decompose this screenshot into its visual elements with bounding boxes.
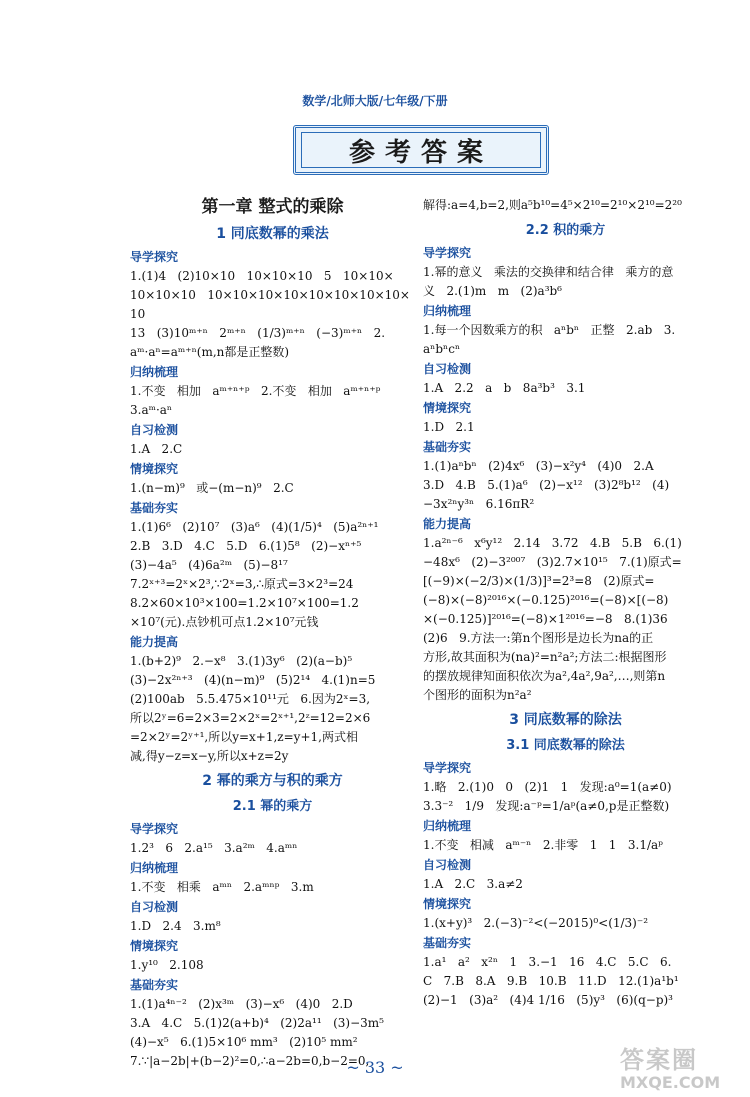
answer-line: C 7.B 8.A 9.B 10.B 11.D 12.(1)a¹b¹	[423, 974, 679, 988]
answer-category-label: 能力提高	[423, 517, 472, 531]
page-title-box	[293, 125, 549, 175]
answer-line: 所以2ʸ=6=2×3=2×2ˣ=2ˣ⁺¹,2ᶻ=12=2×6	[130, 711, 371, 725]
answer-category-label: 归纳梳理	[130, 365, 179, 379]
section-title: 1 同底数幂的乘法	[216, 226, 329, 242]
answer-category-label: 情境探究	[130, 462, 179, 476]
answer-line: −3x²ⁿy³ⁿ 6.16πR²	[423, 497, 535, 511]
answer-line: 10×10×10 10×10×10×10×10×10×10×10×10	[130, 288, 410, 321]
answer-line: 8.2×60×10³×100=1.2×10⁷×100=1.2	[130, 596, 359, 610]
answer-category-label: 导学探究	[423, 246, 472, 260]
answer-category-label: 自习检测	[423, 858, 472, 872]
answer-line: 3.A 4.C 5.(1)2(a+b)⁴ (2)2a¹¹ (3)−3m⁵	[130, 1016, 384, 1030]
watermark-logo	[620, 1040, 740, 1092]
answer-line: (3)−2x²ⁿ⁺³ (4)(n−m)⁹ (5)2¹⁴ 4.(1)n=5	[130, 673, 376, 687]
section22-body	[423, 244, 708, 705]
answer-line: 1.A 2.C	[130, 442, 183, 456]
answer-line: (2)100ab 5.5.475×10¹¹元 6.因为2ˣ=3,	[130, 692, 371, 706]
answer-line: 1.D 2.4 3.m⁸	[130, 919, 221, 933]
answer-line: 7.∵|a−2b|+(b−2)²=0,∴a−2b=0,b−2=0,	[130, 1054, 370, 1068]
answer-line: ×10⁷(元).点钞机可点1.2×10⁷元钱	[130, 615, 319, 629]
answer-line: ×(−0.125)]²⁰¹⁶=(−8)×1²⁰¹⁶=−8 8.(1)36	[423, 612, 668, 626]
answer-line: (−8)×(−8)²⁰¹⁶×(−0.125)²⁰¹⁶=(−8)×[(−8)	[423, 593, 669, 607]
answer-line: 1.不变 相乘 aᵐⁿ 2.aᵐⁿᵖ 3.m	[130, 880, 314, 894]
answer-category-label: 基础夯实	[423, 936, 472, 950]
answer-category-label: 归纳梳理	[423, 819, 472, 833]
subsection-title: 2.2 积的乘方	[525, 223, 606, 238]
answer-line: (2)−1 (3)a² (4)4 1/16 (5)y³ (6)(q−p)³	[423, 993, 673, 1007]
section1-body	[130, 248, 415, 766]
answer-category-label: 基础夯实	[423, 440, 472, 454]
answer-category-label: 自习检测	[130, 423, 179, 437]
answer-category-label: 导学探究	[130, 822, 179, 836]
answer-category-label: 自习检测	[130, 900, 179, 914]
answer-line: 方形,故其面积为(na)²=n²a²;方法二:根据图形	[423, 650, 667, 664]
answer-line: 1.每一个因数乘方的积 aⁿbⁿ 正整 2.ab 3.	[423, 323, 676, 337]
section-title: 2 幂的乘方与积的乘方	[202, 773, 343, 789]
answer-line: 1.(1)4 (2)10×10 10×10×10 5 10×10×	[130, 269, 394, 283]
answer-line: 1.(1)6⁶ (2)10⁷ (3)a⁶ (4)(1/5)⁴ (5)a²ⁿ⁺¹	[130, 520, 379, 534]
answer-line: 义 2.(1)m m (2)a³b⁶	[423, 284, 562, 298]
answer-category-label: 导学探究	[130, 250, 179, 264]
chapter-title: 第一章 整式的乘除	[201, 197, 344, 217]
answer-category-label: 情境探究	[423, 401, 472, 415]
page-title: 参考答案	[301, 132, 541, 168]
answer-category-label: 情境探究	[130, 939, 179, 953]
section2-body	[130, 820, 415, 1071]
answer-line: 1.(1)aⁿbⁿ (2)4x⁶ (3)−x²y⁴ (4)0 2.A	[423, 459, 654, 473]
answer-line: =2×2ʸ=2ʸ⁺¹,所以y=x+1,z=y+1,两式相	[130, 730, 358, 744]
answer-line: aᵐ·aⁿ=aᵐ⁺ⁿ(m,n都是正整数)	[130, 345, 290, 359]
answer-line: 3.aᵐ·aⁿ	[130, 403, 173, 417]
intro-text	[423, 196, 708, 215]
answer-line: 1.D 2.1	[423, 420, 475, 434]
answer-line: aⁿbⁿcⁿ	[423, 342, 461, 356]
answer-line: 个图形的面积为n²a²	[423, 688, 532, 702]
answer-line: (3)−4a⁵ (4)6a²ᵐ (5)−8¹⁷	[130, 558, 288, 572]
answer-line: 1.(n−m)⁹ 或−(m−n)⁹ 2.C	[130, 481, 294, 495]
watermark-url: MXQE.COM	[620, 1073, 721, 1092]
answer-line: [(−9)×(−2/3)×(1/3)]³=2³=8 (2)原式=	[423, 574, 655, 588]
section-title: 3 同底数幂的除法	[509, 712, 622, 728]
answer-line: 3.D 4.B 5.(1)a⁶ (2)−x¹² (3)2⁸b¹² (4)	[423, 478, 670, 492]
answer-line: 1.幂的意义 乘法的交换律和结合律 乘方的意	[423, 265, 674, 279]
answer-line: 7.2ˣ⁺³=2ˣ×2³,∵2ˣ=3,∴原式=3×2³=24	[130, 577, 354, 591]
answer-line: 3.3⁻² 1/9 发现:a⁻ᵖ=1/aᵖ(a≠0,p是正整数)	[423, 799, 670, 813]
answer-line: 1.a²ⁿ⁻⁶ x⁶y¹² 2.14 3.72 4.B 5.B 6.(1)	[423, 536, 682, 550]
answer-line: 1.A 2.C 3.a≠2	[423, 877, 523, 891]
answer-line: 减,得y−z=x−y,所以x+z=2y	[130, 749, 289, 763]
answer-line: 1.A 2.2 a b 8a³b³ 3.1	[423, 381, 586, 395]
answer-category-label: 归纳梳理	[130, 861, 179, 875]
answer-line: 1.(x+y)³ 2.(−3)⁻²<(−2015)⁰<(1/3)⁻²	[423, 916, 649, 930]
answer-line: 1.2³ 6 2.a¹⁵ 3.a²ᵐ 4.aᵐⁿ	[130, 841, 298, 855]
answer-line: 1.y¹⁰ 2.108	[130, 958, 204, 972]
answer-category-label: 基础夯实	[130, 978, 179, 992]
answer-line: 13 (3)10ᵐ⁺ⁿ 2ᵐ⁺ⁿ (1/3)ᵐ⁺ⁿ (−3)ᵐ⁺ⁿ 2.	[130, 326, 386, 340]
answer-line: 的摆放规律知面积依次为a²,4a²,9a²,…,则第n	[423, 669, 666, 683]
answer-line: (4)−x⁵ 6.(1)5×10⁶ mm³ (2)10⁵ mm²	[130, 1035, 358, 1049]
book-subtitle: 数学/北师大版/七年级/下册	[302, 94, 448, 108]
answer-line: 1.(b+2)⁹ 2.−x⁸ 3.(1)3y⁶ (2)(a−b)⁵	[130, 654, 353, 668]
answer-category-label: 能力提高	[130, 635, 179, 649]
right-column	[423, 196, 708, 1010]
answer-category-label: 归纳梳理	[423, 304, 472, 318]
answer-line: −48x⁶ (2)−3²⁰⁰⁷ (3)2.7×10¹⁵ 7.(1)原式=	[423, 555, 682, 569]
answer-line: (2)6 9.方法一:第n个图形是边长为na的正	[423, 631, 654, 645]
answer-category-label: 自习检测	[423, 362, 472, 376]
subsection-title: 3.1 同底数幂的除法	[506, 738, 625, 753]
answer-category-label: 导学探究	[423, 761, 472, 775]
answer-line: 1.略 2.(1)0 0 (2)1 1 发现:a⁰=1(a≠0)	[423, 780, 672, 794]
watermark-logo-text: 答案圈	[620, 1046, 698, 1074]
left-column	[130, 196, 415, 1071]
section3-body	[423, 759, 708, 1010]
page-number: ~ 33 ~	[346, 1058, 404, 1077]
subsection-title: 2.1 幂的乘方	[232, 799, 313, 814]
answer-line: 2.B 3.D 4.C 5.D 6.(1)5⁸ (2)−xⁿ⁺⁵	[130, 539, 362, 553]
answer-category-label: 情境探究	[423, 897, 472, 911]
answer-line: 1.不变 相加 aᵐ⁺ⁿ⁺ᵖ 2.不变 相加 aᵐ⁺ⁿ⁺ᵖ	[130, 384, 381, 398]
answer-category-label: 基础夯实	[130, 501, 179, 515]
answer-line: 1.a¹ a² x²ⁿ 1 3.−1 16 4.C 5.C 6.	[423, 955, 672, 969]
answer-line: 1.(1)a⁴ⁿ⁻² (2)x³ᵐ (3)−x⁶ (4)0 2.D	[130, 997, 353, 1011]
answer-line: 1.不变 相减 aᵐ⁻ⁿ 2.非零 1 1 3.1/aᵖ	[423, 838, 663, 852]
answer-line: 解得:a=4,b=2,则a⁵b¹⁰=4⁵×2¹⁰=2¹⁰×2¹⁰=2²⁰	[423, 198, 682, 212]
